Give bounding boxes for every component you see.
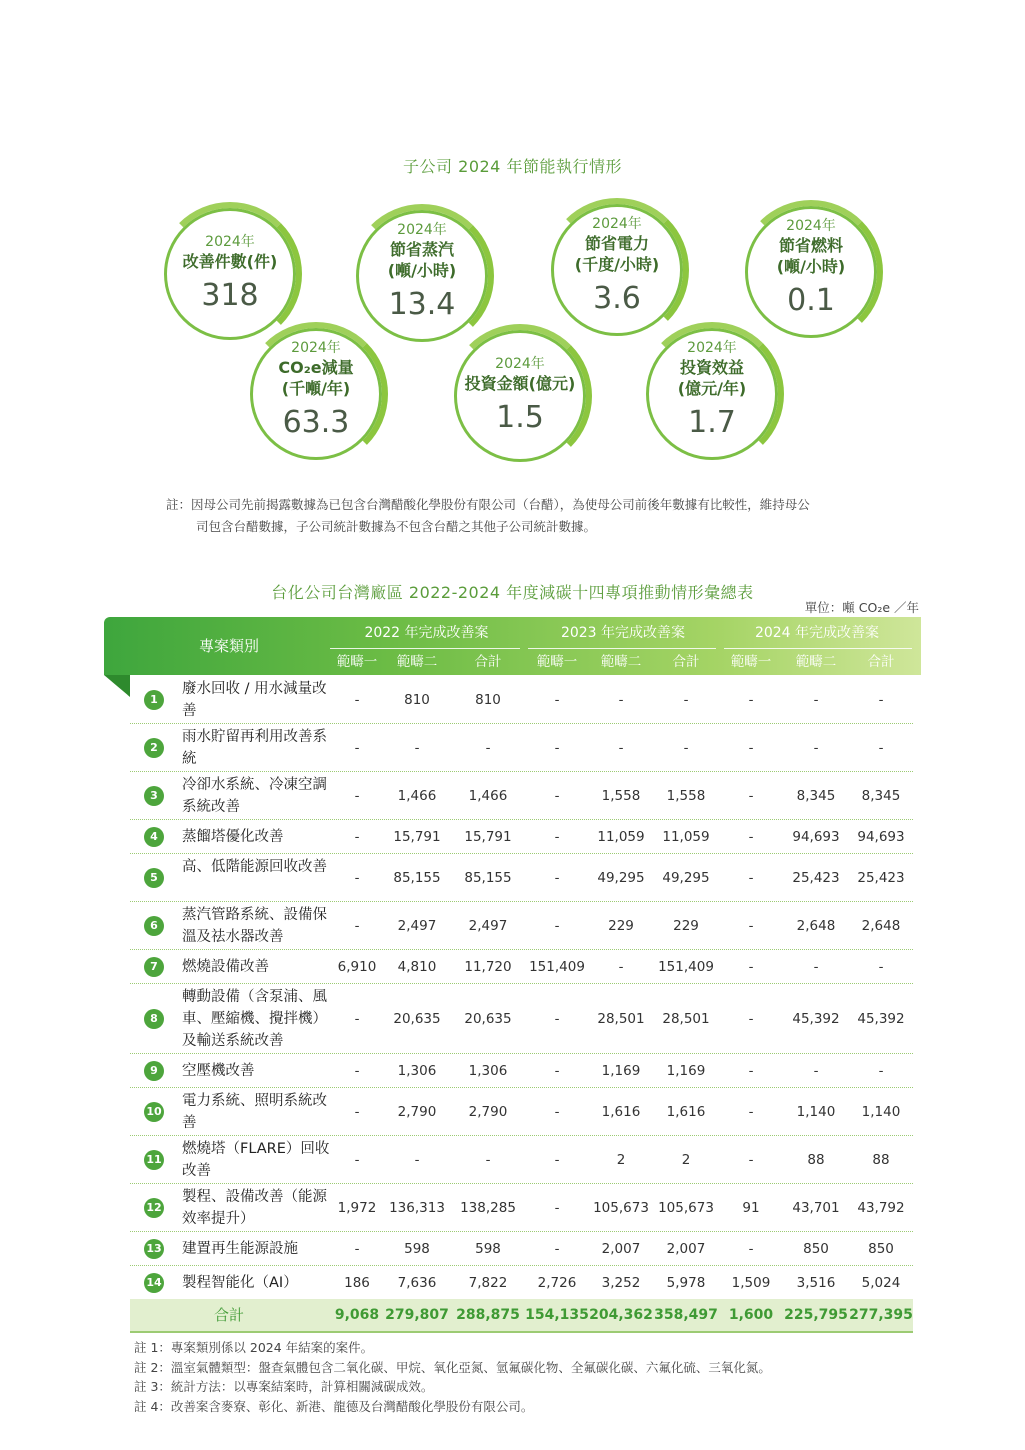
table-cell: 850 [803, 1241, 829, 1257]
table-cell: 2,497 [468, 918, 508, 934]
table-cell: 5,024 [861, 1275, 901, 1291]
total-cell: 1,600 [728, 1307, 774, 1323]
circle-value: 3.6 [593, 281, 641, 316]
table-cell: - [554, 1011, 560, 1027]
table-cell: - [813, 959, 819, 975]
table-row [130, 820, 913, 854]
table-cell: 25,423 [857, 870, 905, 886]
row-category-name: 高、低階能源回收改善 [182, 859, 327, 875]
table-cell: 1,972 [337, 1200, 377, 1216]
circle-year: 2024年 [786, 218, 836, 234]
table-cell: - [748, 1011, 754, 1027]
table-cell: 25,423 [792, 870, 840, 886]
table-cell: - [554, 829, 560, 845]
row-category-name: 冷卻水系統、冷凍空調系統改善 [182, 777, 327, 815]
table-row [130, 1136, 913, 1184]
table-cell: 229 [673, 918, 699, 934]
table-cell: 20,635 [464, 1011, 512, 1027]
circle-unit: (億元/年) [677, 379, 747, 398]
table-cell: - [748, 1063, 754, 1079]
table-cell: 91 [742, 1200, 760, 1216]
row-number-badge: 9 [144, 1061, 164, 1081]
table-cell: 45,392 [792, 1011, 840, 1027]
row-number-badge: 8 [144, 1009, 164, 1029]
table-cell: 49,295 [662, 870, 710, 886]
circle-year: 2024年 [205, 234, 255, 250]
table-cell: 85,155 [464, 870, 512, 886]
table-cell: - [554, 692, 560, 708]
table-cell: 3,516 [796, 1275, 836, 1291]
table-row [130, 676, 913, 724]
table-cell: 598 [475, 1241, 501, 1257]
table-cell: 7,636 [397, 1275, 437, 1291]
total-label: 合計 [214, 1306, 245, 1324]
table-cell: - [354, 1011, 360, 1027]
table-cell: 186 [344, 1275, 370, 1291]
table-cell: 2,648 [861, 918, 901, 934]
table-cell: 850 [868, 1241, 894, 1257]
table-cell: 8,345 [796, 788, 836, 804]
table-cell: - [878, 1063, 884, 1079]
table-cell: 43,701 [792, 1200, 840, 1216]
table-cell: 88 [872, 1152, 890, 1168]
table-cell: 88 [807, 1152, 825, 1168]
table-cell: - [485, 1152, 491, 1168]
total-row [130, 1299, 913, 1333]
header-category: 專案類別 [198, 637, 259, 655]
table-cell: 5,978 [666, 1275, 706, 1291]
table-cell: - [748, 918, 754, 934]
table-cell: 2,007 [666, 1241, 706, 1257]
circle-year: 2024年 [592, 216, 642, 232]
row-category-name: 燃燒設備改善 [182, 959, 269, 975]
circle-year: 2024年 [291, 340, 341, 356]
table-cell: 2,790 [397, 1104, 437, 1120]
circle-label: 節省燃料 [778, 236, 843, 255]
table-cell: - [554, 1241, 560, 1257]
table-cell: - [354, 829, 360, 845]
circle-unit: (千噸/年) [281, 379, 351, 398]
total-cell: 9,068 [334, 1307, 380, 1323]
table-cell: 1,169 [601, 1063, 641, 1079]
table-cell: - [354, 1063, 360, 1079]
total-cell: 204,362 [589, 1307, 653, 1323]
table-cell: - [554, 788, 560, 804]
circle-value: 1.7 [688, 405, 736, 440]
circle-fuel-saved [745, 206, 877, 338]
circle-unit: (噸/小時) [387, 261, 457, 280]
row-category-name: 轉動設備（含泵浦、風車、壓縮機、攪拌機）及輸送系統改善 [182, 989, 327, 1049]
section-title-energy: 子公司 2024 年節能執行情形 [403, 157, 622, 176]
section-title-table: 台化公司台灣廠區 2022-2024 年度減碳十四專項推動情形彙總表 [271, 583, 754, 602]
table-cell: - [554, 870, 560, 886]
circle-year: 2024年 [495, 356, 545, 372]
table-cell: - [878, 740, 884, 756]
circle-investment-amount [454, 330, 586, 462]
header-sub: 範疇二 [600, 654, 642, 670]
header-sub: 合計 [672, 654, 700, 670]
total-cell: 288,875 [456, 1307, 520, 1323]
table-cell: 1,140 [796, 1104, 836, 1120]
row-number-badge: 5 [144, 868, 164, 888]
table-cell: - [554, 918, 560, 934]
circle-investment-benefit [646, 328, 778, 460]
table-cell: - [748, 1241, 754, 1257]
table-cell: 11,059 [662, 829, 710, 845]
table-cell: - [748, 692, 754, 708]
row-category-name: 燃燒塔（FLARE）回收改善 [182, 1141, 330, 1179]
table-cell: 1,169 [666, 1063, 706, 1079]
table-cell: 151,409 [658, 959, 714, 975]
circle-label: CO₂e減量 [278, 358, 354, 377]
row-number-badge: 7 [144, 957, 164, 977]
circle-value: 318 [201, 278, 259, 313]
circle-label: 節省蒸汽 [389, 240, 454, 259]
table-cell: 2,648 [796, 918, 836, 934]
row-number-badge: 4 [144, 827, 164, 847]
footnotes [134, 1338, 771, 1416]
table-cell: - [554, 1152, 560, 1168]
table-cell: - [414, 740, 420, 756]
total-cell: 225,795 [784, 1307, 848, 1323]
table-cell: - [878, 959, 884, 975]
header-sub: 範疇一 [336, 654, 378, 670]
circle-value: 63.3 [282, 405, 350, 440]
table-cell: 8,345 [861, 788, 901, 804]
table-cell: - [748, 788, 754, 804]
table-cell: 229 [608, 918, 634, 934]
header-sub: 範疇一 [536, 654, 578, 670]
table-cell: 1,558 [666, 788, 706, 804]
header-year-2023: 2023 年完成改善案 [560, 625, 686, 641]
table-cell: 1,306 [468, 1063, 508, 1079]
table-row [130, 984, 913, 1054]
table-cell: - [554, 1200, 560, 1216]
table-cell: - [748, 959, 754, 975]
table-row [130, 772, 913, 820]
table-cell: 20,635 [393, 1011, 441, 1027]
table-cell: 1,616 [601, 1104, 641, 1120]
table-cell: 2 [616, 1152, 626, 1168]
circle-value: 1.5 [496, 400, 544, 435]
table-row [130, 902, 913, 950]
row-category-name: 蒸汽管路系統、設備保溫及祛水器改善 [182, 907, 327, 945]
header-sub: 範疇二 [396, 654, 438, 670]
table-cell: - [354, 788, 360, 804]
table-cell: 1,140 [861, 1104, 901, 1120]
table-cell: 45,392 [857, 1011, 905, 1027]
table-row [130, 724, 913, 772]
header-year-2024: 2024 年完成改善案 [754, 625, 880, 641]
table-cell: - [354, 1104, 360, 1120]
table-cell: 43,792 [857, 1200, 905, 1216]
table-cell: - [354, 1241, 360, 1257]
table-cell: - [748, 1152, 754, 1168]
table-cell: - [813, 1063, 819, 1079]
table-cell: - [618, 692, 624, 708]
table-row [130, 1088, 913, 1136]
table-cell: 49,295 [597, 870, 645, 886]
table-cell: 15,791 [393, 829, 441, 845]
table-cell: - [354, 692, 360, 708]
row-category-name: 電力系統、照明系統改善 [182, 1093, 327, 1131]
header-sub: 合計 [474, 654, 502, 670]
row-number-badge: 13 [144, 1239, 164, 1259]
header-year-2022: 2022 年完成改善案 [364, 625, 489, 641]
table-row [130, 1184, 913, 1232]
table-cell: 7,822 [468, 1275, 508, 1291]
table-cell: 1,306 [397, 1063, 437, 1079]
circle-year: 2024年 [397, 222, 447, 238]
footnote-1: 註 1：專案類別係以 2024 年結案的案件。 [134, 1340, 374, 1355]
header-rule [528, 648, 716, 649]
table-cell: 2,790 [468, 1104, 508, 1120]
table-cell: - [354, 740, 360, 756]
table-cell: 1,616 [666, 1104, 706, 1120]
table-cell: - [683, 692, 689, 708]
row-category-name: 空壓機改善 [182, 1063, 255, 1079]
footnote-2: 註 2：溫室氣體類型：盤查氣體包含二氧化碳、甲烷、氧化亞氮、氫氟碳化物、全氟碳化碳、六氟化硫、三氧化氮。 [134, 1359, 771, 1375]
table-cell: - [683, 740, 689, 756]
circle-label: 投資效益 [679, 358, 744, 377]
table-cell: 28,501 [597, 1011, 645, 1027]
circle-power-saved [551, 204, 683, 336]
circle-label: 改善件數(件) [182, 252, 278, 271]
row-category-name: 蒸餾塔優化改善 [182, 829, 284, 845]
circle-unit: (千度/小時) [574, 255, 660, 274]
table-cell: - [618, 959, 624, 975]
circle-unit: (噸/小時) [776, 257, 846, 276]
table-cell: 2 [681, 1152, 691, 1168]
total-cell: 358,497 [654, 1307, 718, 1323]
table-cell: 94,693 [792, 829, 840, 845]
table-cell: - [554, 1063, 560, 1079]
table-cell: 15,791 [464, 829, 512, 845]
row-category-name: 雨水貯留再利用改善系統 [182, 729, 327, 767]
row-category-name: 廢水回收 / 用水減量改善 [182, 681, 327, 719]
table-cell: 1,466 [397, 788, 437, 804]
circle-improvement-count [164, 208, 296, 340]
row-number-badge: 12 [144, 1198, 164, 1218]
row-category-name: 建置再生能源設施 [182, 1241, 298, 1257]
circle-label: 投資金額(億元) [464, 374, 576, 393]
table-cell: - [813, 692, 819, 708]
table-cell: 11,059 [597, 829, 645, 845]
note-line-2: 司包含台醋數據，子公司統計數據為不包含台醋之其他子公司統計數據。 [196, 519, 597, 534]
row-number-badge: 2 [144, 738, 164, 758]
header-sub: 範疇二 [795, 654, 837, 670]
table-cell: - [354, 918, 360, 934]
row-category-name: 製程智能化（AI） [182, 1275, 298, 1291]
table-cell: 3,252 [601, 1275, 641, 1291]
circle-value: 13.4 [388, 287, 456, 322]
table-cell: 1,558 [601, 788, 641, 804]
table-cell: 136,313 [389, 1200, 445, 1216]
table-cell: - [748, 1104, 754, 1120]
table-row [130, 1054, 913, 1088]
table-row [130, 950, 913, 984]
table-cell: 598 [404, 1241, 430, 1257]
table-cell: - [554, 1104, 560, 1120]
footnote-4: 註 4：改善案含麥寮、彰化、新港、龍德及台灣醋酸化學股份有限公司。 [134, 1398, 534, 1414]
circle-label: 節省電力 [584, 234, 649, 253]
row-number-badge: 6 [144, 916, 164, 936]
circle-co2e-reduction [250, 328, 382, 460]
row-number-badge: 14 [144, 1273, 164, 1293]
row-category-name: 製程、設備改善（能源效率提升） [182, 1189, 327, 1227]
table-cell: 138,285 [460, 1200, 516, 1216]
row-number-badge: 11 [144, 1150, 164, 1170]
note-line-1: 註：因母公司先前揭露數據為已包含台灣醋酸化學股份有限公司（台醋），為使母公司前後年數據有比較性，維持母公 [166, 497, 810, 512]
table-cell: 105,673 [593, 1200, 649, 1216]
header-sub: 合計 [867, 654, 895, 670]
table-cell: 105,673 [658, 1200, 714, 1216]
table-cell: 2,726 [537, 1275, 577, 1291]
table-cell: - [748, 740, 754, 756]
table-cell: - [554, 740, 560, 756]
table-row [130, 1232, 913, 1266]
total-cell: 277,395 [849, 1307, 913, 1323]
table-cell: - [748, 870, 754, 886]
circle-value: 0.1 [787, 283, 835, 318]
header-sub: 範疇一 [730, 654, 772, 670]
table-cell: - [354, 870, 360, 886]
table-row [130, 1266, 913, 1300]
table-cell: 94,693 [857, 829, 905, 845]
table-cell: 6,910 [337, 959, 377, 975]
table-cell: 1,466 [468, 788, 508, 804]
unit-label: 單位：噸 CO₂e ／年 [804, 600, 919, 615]
header-rule [330, 648, 520, 649]
circle-year: 2024年 [687, 340, 737, 356]
row-number-badge: 10 [144, 1102, 164, 1122]
row-number-badge: 1 [144, 690, 164, 710]
note-subsidiary [166, 494, 886, 538]
table-body [130, 676, 913, 1300]
table-cell: 810 [475, 692, 501, 708]
table-cell: - [878, 692, 884, 708]
row-number-badge: 3 [144, 786, 164, 806]
table-cell: 1,509 [731, 1275, 771, 1291]
table-row [130, 854, 913, 902]
table-cell: - [485, 740, 491, 756]
table-cell: - [414, 1152, 420, 1168]
table-cell: 2,007 [601, 1241, 641, 1257]
table-cell: - [813, 740, 819, 756]
table-cell: 151,409 [529, 959, 585, 975]
circle-steam-saved [356, 210, 488, 342]
footnote-3: 註 3：統計方法：以專案結案時，計算相關減碳成效。 [134, 1379, 434, 1394]
table-cell: 4,810 [397, 959, 437, 975]
total-cell: 154,135 [525, 1307, 589, 1323]
total-cell: 279,807 [385, 1307, 449, 1323]
table-cell: 85,155 [393, 870, 441, 886]
table-cell: 28,501 [662, 1011, 710, 1027]
table-cell: 2,497 [397, 918, 437, 934]
table-cell: - [748, 829, 754, 845]
header-rule [724, 648, 912, 649]
table-cell: - [618, 740, 624, 756]
table-cell: 810 [404, 692, 430, 708]
table-header-fold [104, 675, 130, 697]
table-cell: 11,720 [464, 959, 512, 975]
table-cell: - [354, 1152, 360, 1168]
